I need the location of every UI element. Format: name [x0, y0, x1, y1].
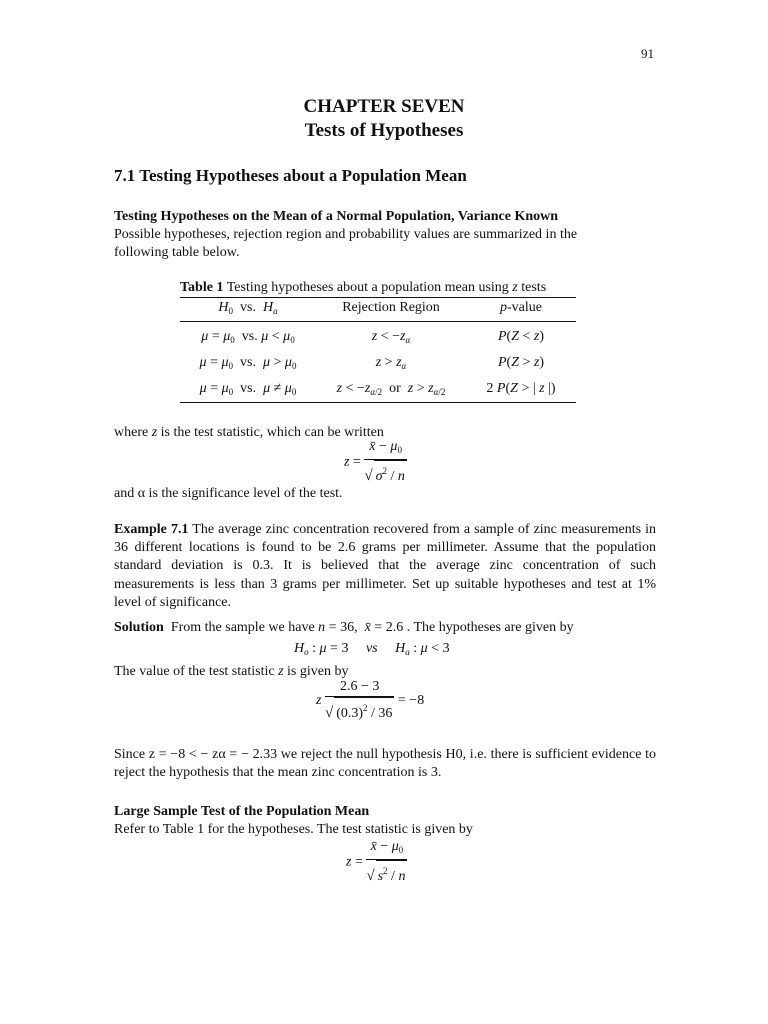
table-row-1-hypotheses: $\mu = \mu_0$ vs. $\mu < \mu_0$ [201, 329, 295, 345]
chapter-label: CHAPTER SEVEN [303, 96, 465, 117]
chapter-heading [0, 95, 768, 143]
table-caption [180, 280, 576, 296]
subsection-intro [114, 208, 656, 263]
table-row-2-rejection: $z > z_\alpha$ [375, 355, 407, 371]
table-bottom-rule [180, 402, 576, 403]
table-row-1-rejection: $z < -z_\alpha$ [371, 329, 411, 345]
hypotheses-formula: $H_o$ : μ = 3 vs $H_a$ : μ < 3 [294, 641, 450, 657]
table-row-2-hypotheses: $\mu = \mu_0$ vs. $\mu > \mu_0$ [199, 355, 297, 371]
table-row-2-pvalue: P(Z > z) [497, 355, 545, 370]
chapter-title: Tests of Hypotheses [304, 120, 464, 141]
table-row-3-hypotheses: $\mu = \mu_0$ vs. $\mu \ne \mu_0$ [199, 381, 297, 397]
large-sample-heading: Large Sample Test of the Population Mean [114, 804, 370, 819]
intro-line-2: following table below. [114, 245, 240, 261]
example-body: The average zinc concentration recovered from a sample of zinc measurements in 36 different locations is found to be 2.6 grams per millimeter. Assume that the population standard deviation is 0.3. It is believed that the average zinc concentration of such measurements is less than 3 grams per millimeter. Set up suitable hypotheses and test at 1% level of significance. [114, 522, 656, 610]
where-line: where z is the test statistic, which can be written [114, 425, 384, 440]
table-row-3-pvalue: 2 P(Z > | z |) [486, 381, 556, 396]
table-header-rule [180, 321, 576, 322]
table-caption-text: Testing hypotheses about a population mean using z tests [226, 280, 547, 295]
table-header-rejection: Rejection Region [342, 300, 440, 315]
solution-label: Solution [114, 620, 164, 635]
subsection-heading: Testing Hypotheses on the Mean of a Normal Population, Variance Known [114, 209, 559, 224]
page-number: 91 [641, 46, 654, 61]
intro-line-1: Possible hypotheses, rejection region and probability values are summarized in the [114, 227, 578, 243]
z-calculation-formula: z $\frac{2.6 - 3}{√ (0.3)^2 / 36}$ = −8 [316, 678, 424, 724]
example-paragraph [114, 521, 656, 612]
example-label: Example 7.1 [114, 522, 189, 537]
table-row-1-pvalue: P(Z < z) [497, 329, 545, 344]
section-title: 7.1 Testing Hypotheses about a Population Mean [114, 166, 467, 185]
alpha-line: and α is the significance level of the test. [114, 486, 343, 501]
z-formula-large-sample: z = $\frac{x̄ - \mu_0}{√ s^2 / n}$ [346, 838, 407, 887]
table-header-hypotheses: $H_0$ vs. $H_a$ [218, 300, 278, 316]
z-formula-known-variance: z = $\frac{x̄ - \mu_0}{√ \sigma^2 / n}$ [344, 438, 407, 487]
table-row-3-rejection: $z < -z_{\alpha/2}$ or $z > z_{\alpha/2}$ [336, 381, 446, 397]
large-sample-section [114, 803, 656, 839]
solution-text-pre: From the sample we have [170, 620, 315, 635]
table-caption-label: Table 1 [180, 280, 224, 295]
stat-line: The value of the test statistic z is given by [114, 664, 349, 679]
table-top-rule [180, 297, 576, 298]
solution-line: Solution From the sample we have n = 36, x̄ = 2.6 . The hypotheses are given by [114, 620, 574, 635]
conclusion-paragraph: Since z = −8 < − zα = − 2.33 we reject the null hypothesis H0, i.e. there is sufficient evidence to reject the hypothesis that the mean zinc concentration is 3. [114, 747, 656, 781]
large-sample-line: Refer to Table 1 for the hypotheses. The test statistic is given by [114, 822, 473, 838]
table-header-pvalue: p-value [500, 300, 542, 315]
solution-text-post: . The hypotheses are given by [406, 620, 574, 635]
